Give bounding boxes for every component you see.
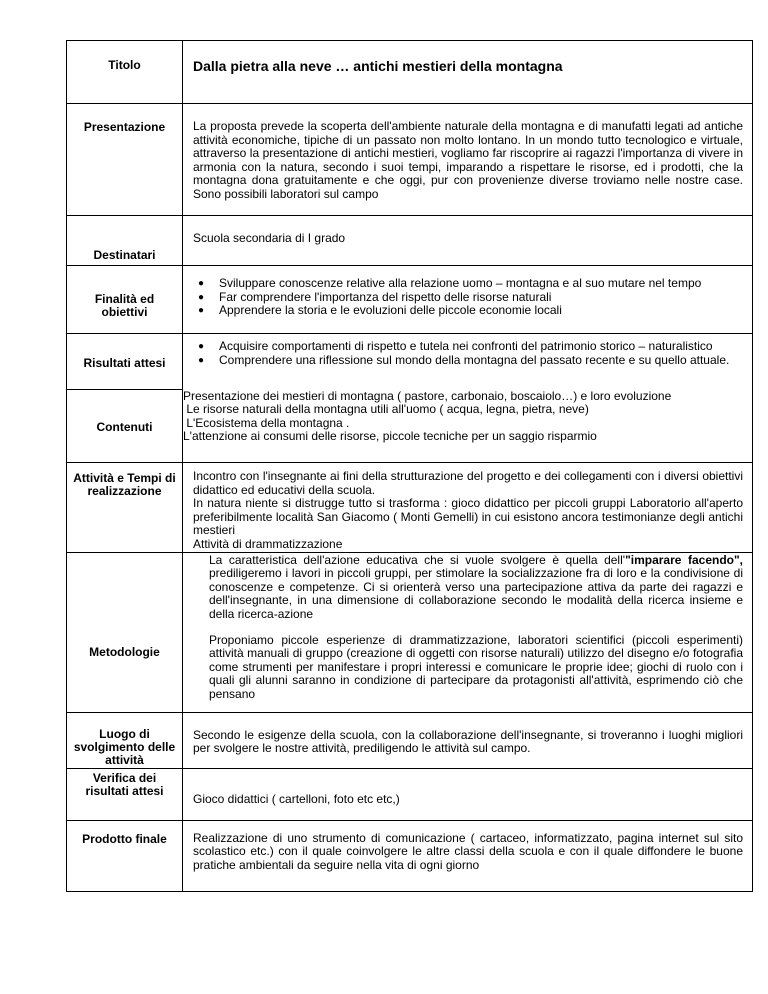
row-label: Titolo [108, 58, 141, 72]
bullet-icon: ● [198, 278, 205, 289]
methodology-text: La caratteristica dell'azione educativa che si vuole svolgere è quella dell' [209, 552, 626, 567]
row-label: Finalità ed obiettivi [94, 292, 155, 319]
list-item [193, 304, 743, 318]
bullet-icon: ● [198, 291, 205, 303]
label-cell [67, 712, 183, 768]
label-cell [67, 768, 183, 820]
content-line: Presentazione dei mestieri di montagna ( pastore, carbonaio, boscaiolo…) e loro evoluzione [183, 388, 672, 403]
final-product-text: Realizzazione di uno strumento di comunicazione ( cartaceo, informatizzato, pagina internet sul sito scolastico etc.) con il quale coinvolgere le altre classi della scuola e con il quale diffondere le buone pratiche ambientali da seguire nella vita di ogni giorno [193, 830, 743, 872]
content-line: L'attenzione ai consumi delle risorse, piccole tecniche per un saggio risparmio [183, 429, 597, 444]
row-finalita [67, 266, 753, 334]
activity-line: Attività di drammatizzazione [193, 536, 343, 551]
row-label: Presentazione [83, 120, 166, 134]
list-item-text: Sviluppare conoscenze relative alla relazione uomo – montagna e al suo mutare nel tempo [219, 276, 702, 290]
row-attivita [67, 463, 753, 553]
label-cell [67, 104, 183, 216]
row-presentazione [67, 104, 753, 216]
row-label: Contenuti [96, 420, 153, 434]
location-text: Secondo le esigenze della scuola, con la collaborazione dell'insegnante, si troveranno i luoghi migliori per svolgere le nostre attività, prediligendo le attività sul campo. [193, 727, 743, 756]
list-item [193, 340, 743, 354]
row-label: Risultati attesi [83, 356, 166, 370]
row-metodologie [67, 552, 753, 712]
content-cell [183, 552, 753, 712]
content-cell [183, 768, 753, 820]
row-label: Luogo di svolgimento delle attività [73, 726, 176, 767]
content-cell [183, 266, 753, 334]
content-cell [183, 216, 753, 266]
content-cell [183, 41, 753, 104]
row-prodotto [67, 820, 753, 891]
label-cell [67, 390, 183, 463]
label-cell [67, 463, 183, 553]
goals-list [193, 266, 743, 318]
content-cell [183, 334, 753, 390]
row-label: Verifica dei risultati attesi [85, 770, 164, 798]
content-line: L'Ecosistema della montagna . [183, 415, 350, 430]
row-risultati [67, 334, 753, 390]
row-titolo [67, 41, 753, 104]
activity-line: In natura niente si distrugge tutto si trasforma : gioco didattico per piccoli gruppi Laboratorio all'aperto preferibilmente località San Giacomo ( Monti Gemelli) in cui esistono ancora testimonianze degli antichi mestieri [193, 496, 743, 538]
list-item-text: Far comprendere l'importanza del rispetto delle risorse naturali [219, 289, 552, 304]
methodology-paragraph [193, 553, 743, 622]
content-cell [183, 820, 753, 891]
methodology-paragraph: Proponiamo piccole esperienze di drammatizzazione, laboratori scientifici (piccoli esperimenti) attività manuali di gruppo (creazione di oggetti con risorse naturali) utilizzo del disegno e/o fotografia come strumenti per manifestare i propri interessi e comunicare le proprie idee; giochi di ruolo con i quali gli alunni saranno in condizione di partecipare da protagonisti all'attività, esprimendo ciò che pensano [209, 632, 743, 701]
bullet-icon: ● [198, 354, 205, 366]
list-item [193, 354, 743, 368]
row-contenuti [67, 390, 753, 463]
bullet-icon: ● [198, 341, 205, 352]
document-title: Dalla pietra alla neve … antichi mestieri della montagna [193, 58, 563, 74]
row-destinatari [67, 216, 753, 266]
bullet-icon: ● [198, 305, 205, 317]
list-item-text: Apprendere la storia e le evoluzioni delle piccole economie locali [219, 303, 562, 318]
label-cell [67, 552, 183, 712]
presentation-text: La proposta prevede la scoperta dell'ambiente naturale della montagna e di manufatti legati ad antiche attività economiche, tipiche di un passato non molto lontano. In un mondo tutto tecnologico e virtuale, attraverso la presentazione di antichi mestieri, vogliamo far riscoprire ai ragazzi l'importanza di vivere in armonia con la natura, secondo i suoi tempi, imparando a rispettare le risorse, ed i prodotti, che la montagna dona gratuitamente e che oggi, pur con provenienze diverse troviamo nelle nostre case. Sono possibili laboratori sul campo [193, 119, 743, 201]
content-line: Le risorse naturali della montagna utili all'uomo ( acqua, legna, pietra, neve) [183, 402, 589, 417]
row-label: Metodologie [89, 644, 160, 659]
content-cell [183, 104, 753, 216]
label-cell [67, 41, 183, 104]
row-luogo [67, 712, 753, 768]
list-item [193, 277, 743, 291]
label-cell [67, 820, 183, 891]
list-item-text: Acquisire comportamenti di rispetto e tutela nei confronti del patrimonio storico – naturalistico [219, 339, 713, 353]
list-item-text: Comprendere una riflessione sul mondo della montagna del passato recente e su quello attuale. [219, 352, 730, 367]
label-cell [67, 334, 183, 390]
row-verifica [67, 768, 753, 820]
methodology-emphasis: "imparare facendo", [625, 552, 744, 567]
row-label: Attività e Tempi di realizzazione [73, 471, 176, 498]
verification-text: Gioco didattici ( cartelloni, foto etc etc,) [193, 791, 400, 806]
methodology-text: prediligeremo i lavori in piccoli gruppi, per stimolare la socializzazione fra di loro e la condivisione di conoscenze e competenze. Ci si orienterà verso una partecipazione attiva da parte dei ragazzi e dell'insegnante, in una dimensione di collaborazione secondo le modalità della ricerca insieme e della ricerca-azione [209, 566, 743, 621]
content-cell [183, 463, 753, 553]
label-cell [67, 216, 183, 266]
audience-text: Scuola secondaria di I grado [193, 231, 346, 245]
results-list [193, 334, 743, 367]
list-item [193, 291, 743, 305]
activity-line: Incontro con l'insegnante ai fini della strutturazione del progetto e dei collegamenti con i diversi obiettivi didattico ed educativi della scuola. [193, 469, 743, 497]
row-label: Prodotto finale [82, 831, 167, 846]
project-table [66, 40, 753, 892]
content-cell [183, 390, 753, 463]
row-label: Destinatari [93, 248, 156, 262]
label-cell [67, 266, 183, 334]
content-cell [183, 712, 753, 768]
